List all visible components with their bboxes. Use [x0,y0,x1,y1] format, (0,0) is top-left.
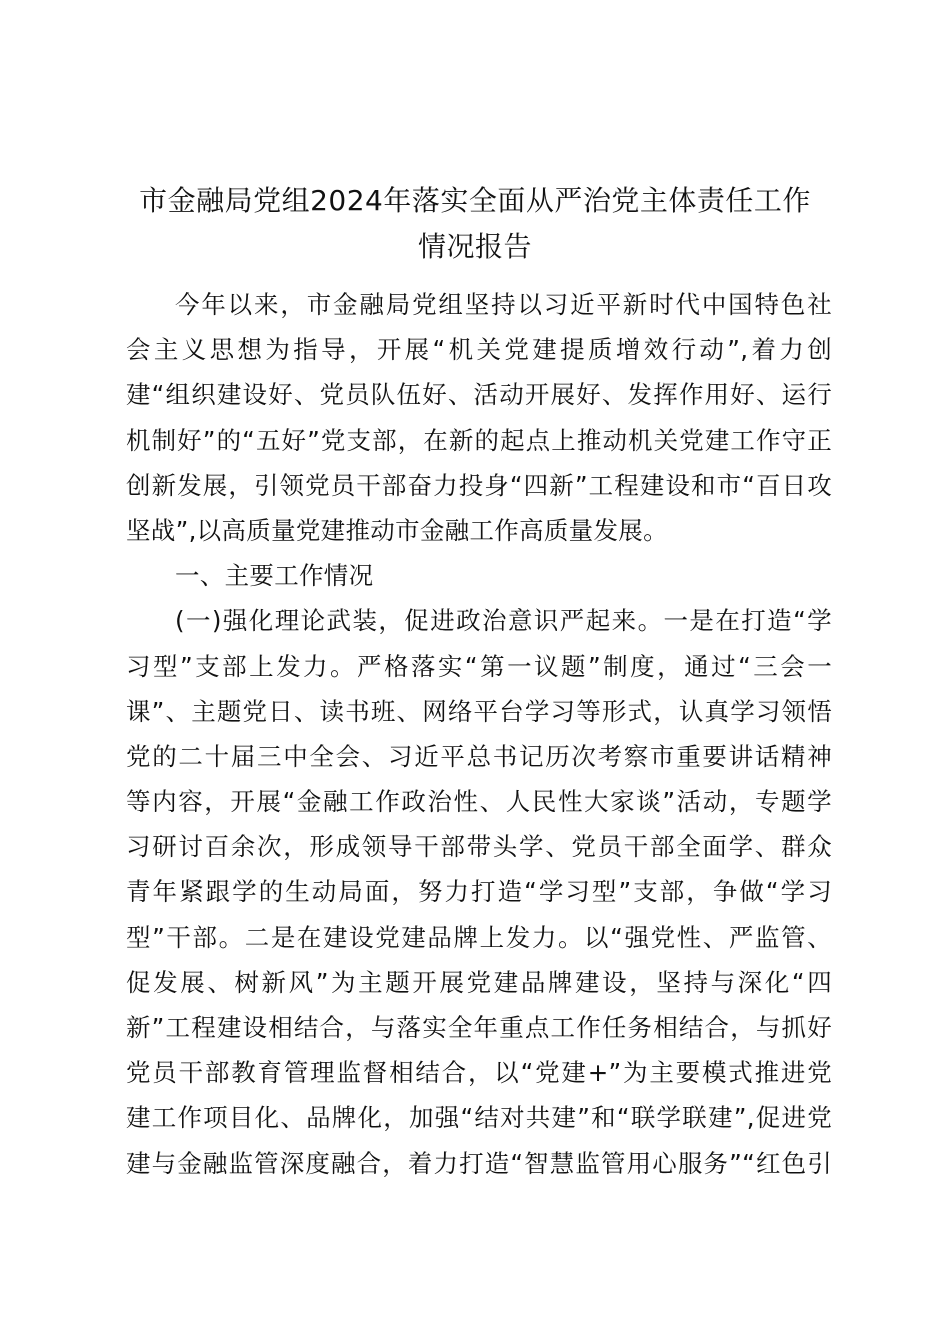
text-line: 今年以来，市金融局党组坚持以习近平新时代中国特色社 [175,290,832,319]
text-line: 建工作项目化、品牌化，加强“结对共建”和“联学联建”,促进党 [126,1103,832,1133]
text-line: 习研讨百余次，形成领导干部带头学、党员干部全面学、群众 [126,832,832,862]
text-line: 等内容，开展“金融工作政治性、人民性大家谈”活动，专题学 [126,787,832,817]
text-line: 建与金融监管深度融合，着力打造“智慧监管用心服务”“红色引 [126,1148,832,1178]
text-line: 新”工程建设相结合，与落实全年重点工作任务相结合，与抓好 [126,1013,832,1042]
text-line: 促发展、树新风”为主题开展党建品牌建设，坚持与深化“四 [126,967,832,997]
text-line: 坚战”,以高质量党建推动市金融工作高质量发展。 [126,515,668,545]
document-body [126,282,832,1186]
text-line: 党的二十届三中全会、习近平总书记历次考察市重要讲话精神 [126,741,832,771]
text-line: 机制好”的“五好”党支部，在新的起点上推动机关党建工作守正 [126,425,832,455]
text-line: 党员干部教育管理监督相结合，以“党建+”为主要模式推进党 [126,1058,832,1088]
title-line: 市金融局党组2024年落实全面从严治党主体责任工作 [139,184,811,217]
title-line: 情况报告 [417,230,532,263]
text-line: 青年紧跟学的生动局面，努力打造“学习型”支部，争做“学习 [126,877,832,907]
text-line: (一)强化理论武装，促进政治意识严起来。一是在打造“学 [175,606,832,636]
text-line: 习型”支部上发力。严格落实“第一议题”制度，通过“三会一 [126,651,832,681]
text-line: 创新发展，引领党员干部奋力投身“四新”工程建设和市“百日攻 [126,470,832,500]
text-line: 会主义思想为指导，开展“机关党建提质增效行动”,着力创 [126,335,832,365]
text-line: 型”干部。二是在建设党建品牌上发力。以“强党性、严监管、 [126,922,832,952]
document-title [110,178,840,270]
text-line: 课”、主题党日、读书班、网络平台学习等形式，认真学习领悟 [126,696,832,726]
text-line: 建“组织建设好、党员队伍好、活动开展好、发挥作用好、运行 [126,380,832,410]
section-heading: 一、主要工作情况 [175,561,374,591]
